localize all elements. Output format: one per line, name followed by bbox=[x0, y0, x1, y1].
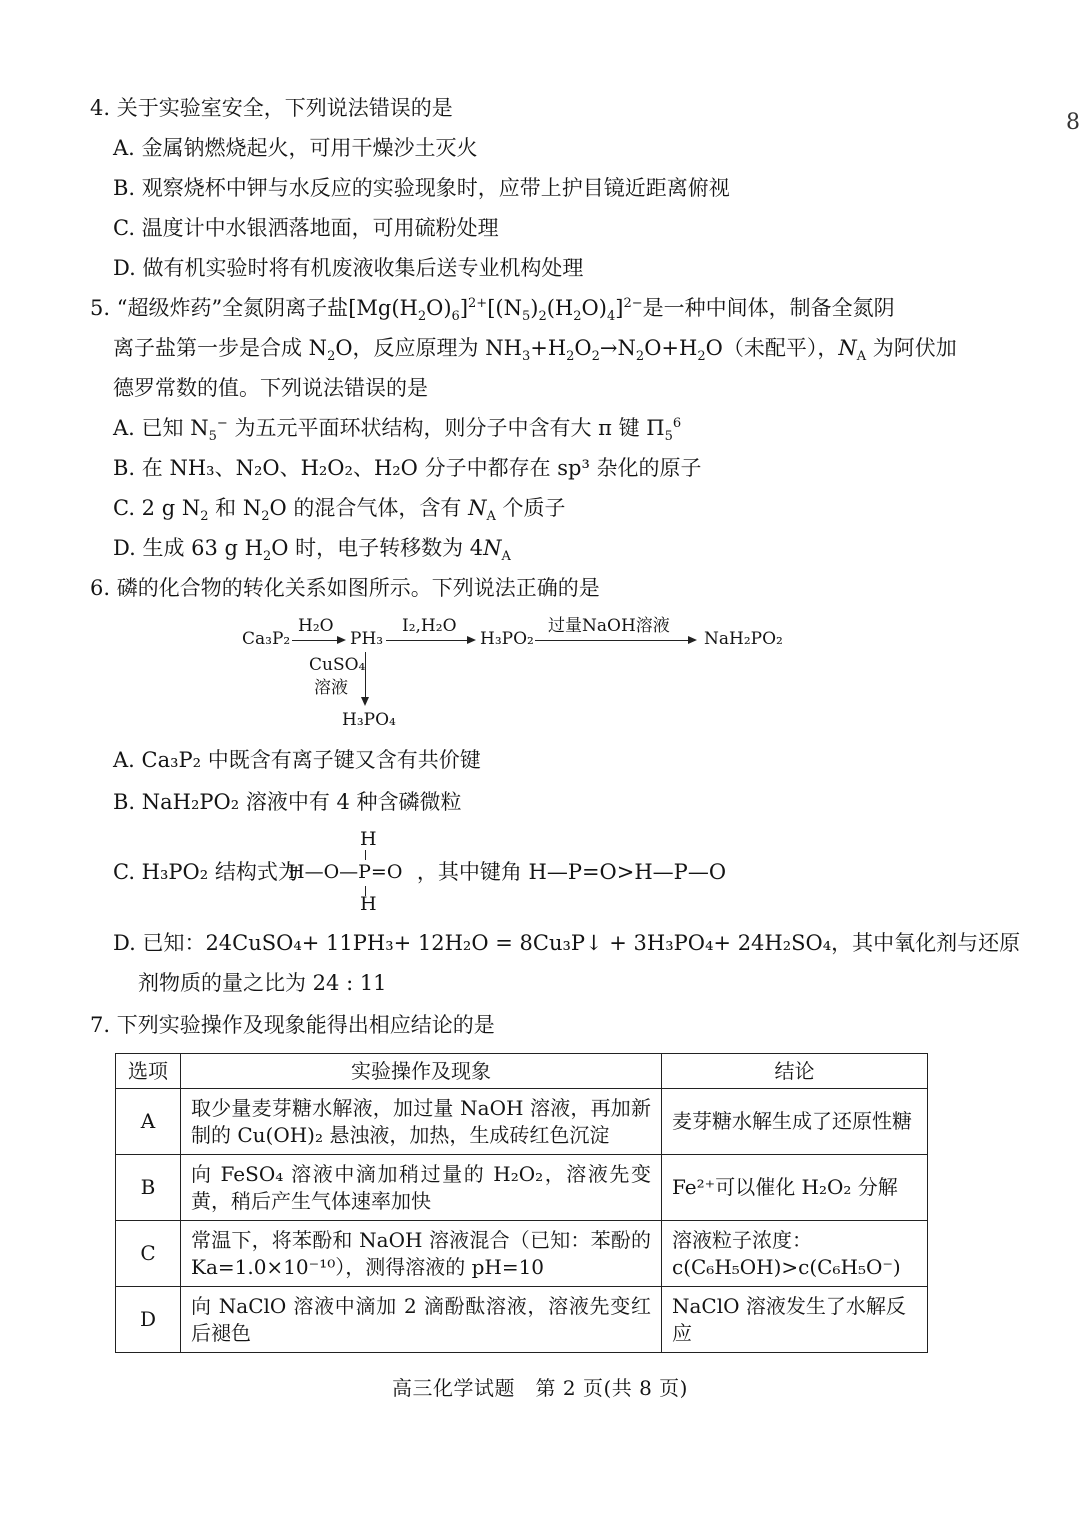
scheme-arrow1 bbox=[292, 640, 344, 641]
scheme-arrow3-label: 过量NaOH溶液 bbox=[548, 616, 670, 636]
scheme-down-label1: CuSO₄ bbox=[309, 655, 366, 675]
q5-stem-line2: 离子盐第一步是合成 $N_2O$，反应原理为 $NH_3+H_2O_2\to N_2O+H_2O$（未配平），$N_A$ 为阿伏加 bbox=[113, 336, 957, 365]
scheme-nah2po2: NaH₂PO₂ bbox=[704, 629, 783, 649]
row-option: D bbox=[116, 1287, 181, 1353]
q4-option-c: C. 温度计中水银洒落地面，可用硫粉处理 bbox=[113, 216, 499, 240]
experiment-table bbox=[115, 1053, 928, 1353]
table-row bbox=[116, 1287, 928, 1353]
q6-stem: 6. 磷的化合物的转化关系如图所示。下列说法正确的是 bbox=[90, 576, 600, 600]
q4-option-b: B. 观察烧杯中钾与水反应的实验现象时，应带上护目镜近距离俯视 bbox=[113, 176, 730, 200]
struct-h-top: H bbox=[360, 828, 377, 850]
scheme-down-label2: 溶液 bbox=[314, 678, 348, 698]
scheme-arrow3 bbox=[535, 640, 695, 641]
table-row bbox=[116, 1155, 928, 1221]
q6-option-a: A. Ca₃P₂ 中既含有离子键又含有共价键 bbox=[113, 748, 481, 772]
q4-option-a: A. 金属钠燃烧起火，可用干燥沙土灭火 bbox=[113, 136, 478, 160]
header-conclusion: 结论 bbox=[662, 1054, 928, 1089]
header-option: 选项 bbox=[116, 1054, 181, 1089]
row-option: A bbox=[116, 1089, 181, 1155]
q5-option-c: C. 2 g $N_2$ 和 $N_2O$ 的混合气体，含有 $N_A$ 个质子 bbox=[113, 496, 566, 525]
row-operation: 向 NaClO 溶液中滴加 2 滴酚酞溶液，溶液先变红后褪色 bbox=[181, 1287, 662, 1353]
row-operation: 取少量麦芽糖水解液，加过量 NaOH 溶液，再加新制的 Cu(OH)₂ 悬浊液，加热，生成砖红色沉淀 bbox=[181, 1089, 662, 1155]
scheme-arrow2 bbox=[386, 640, 474, 641]
structural-formula bbox=[288, 828, 408, 914]
row-conclusion: 溶液粒子浓度：c(C₆H₅OH)>c(C₆H₅O⁻) bbox=[662, 1221, 928, 1287]
page-edge-mark: 8 bbox=[1066, 110, 1080, 135]
row-conclusion: NaClO 溶液发生了水解反应 bbox=[662, 1287, 928, 1353]
q4-option-d: D. 做有机实验时将有机废液收集后送专业机构处理 bbox=[113, 256, 584, 280]
table-header-row bbox=[116, 1054, 928, 1089]
row-conclusion: 麦芽糖水解生成了还原性糖 bbox=[662, 1089, 928, 1155]
struct-h-bottom: H bbox=[360, 893, 377, 915]
q5-option-a: A. 已知 $N_5^-$ 为五元平面环状结构，则分子中含有大 π 键 $\Pi_5^6$ bbox=[113, 416, 682, 445]
q4-stem: 4. 关于实验室安全，下列说法错误的是 bbox=[90, 96, 453, 120]
header-operation: 实验操作及现象 bbox=[181, 1054, 662, 1089]
q5-option-b: B. 在 NH₃、N₂O、H₂O₂、H₂O 分子中都存在 sp³ 杂化的原子 bbox=[113, 456, 702, 480]
scheme-arrow1-label: H₂O bbox=[298, 616, 334, 636]
q5-stem-line3: 德罗常数的值。下列说法错误的是 bbox=[113, 376, 428, 400]
page-footer: 高三化学试题 第 2 页(共 8 页) bbox=[392, 1376, 688, 1400]
scheme-arrow2-label: I₂,H₂O bbox=[402, 616, 457, 636]
q6-option-d-line1: D. 已知：24CuSO₄+ 11PH₃+ 12H₂O = 8Cu₃P↓ + 3H₃PO₄+ 24H₂SO₄，其中氧化剂与还原 bbox=[113, 931, 1021, 955]
table-row bbox=[116, 1221, 928, 1287]
row-operation: 向 FeSO₄ 溶液中滴加稍过量的 H₂O₂，溶液先变黄，稍后产生气体速率加快 bbox=[181, 1155, 662, 1221]
q5-option-d: D. 生成 63 g $H_2O$ 时，电子转移数为 $4N_A$ bbox=[113, 536, 511, 565]
struct-chain: H—O—P=O bbox=[288, 861, 403, 883]
row-option: B bbox=[116, 1155, 181, 1221]
scheme-ph3: PH₃ bbox=[350, 629, 384, 649]
q5-stem-line1: 5. “超级炸药”全氮阴离子盐$[Mg(H_2O)_6]^{2+}[(N_5)_2(H_2O)_4]^{2-}$是一种中间体，制备全氮阴 bbox=[90, 296, 895, 325]
scheme-h3po2: H₃PO₂ bbox=[480, 629, 534, 649]
q6-option-c: C. H₃PO₂ 结构式为 ，其中键角 H—P=O>H—P—O bbox=[113, 860, 727, 884]
q6-option-b: B. NaH₂PO₂ 溶液中有 4 种含磷微粒 bbox=[113, 790, 462, 814]
row-conclusion: Fe²⁺可以催化 H₂O₂ 分解 bbox=[662, 1155, 928, 1221]
scheme-ca3p2: Ca₃P₂ bbox=[242, 629, 291, 649]
scheme-h3po4: H₃PO₄ bbox=[342, 710, 396, 730]
row-operation: 常温下，将苯酚和 NaOH 溶液混合（已知：苯酚的 Ka=1.0×10⁻¹⁰），测得溶液的 pH=10 bbox=[181, 1221, 662, 1287]
row-option: C bbox=[116, 1221, 181, 1287]
table-row bbox=[116, 1089, 928, 1155]
q6-option-d-line2: 剂物质的量之比为 24 : 11 bbox=[138, 971, 387, 995]
q7-stem: 7. 下列实验操作及现象能得出相应结论的是 bbox=[90, 1013, 495, 1037]
